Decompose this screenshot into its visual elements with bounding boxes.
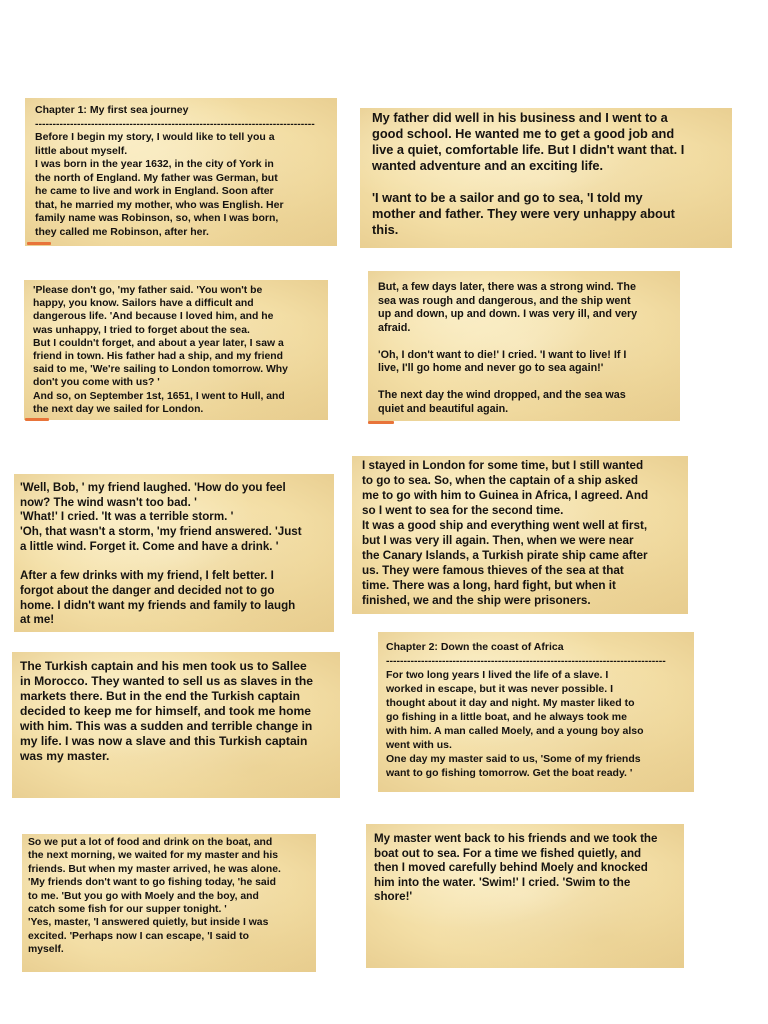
text-line: But, a few days later, there was a strong wind. The (378, 281, 636, 293)
text-line: mother and father. They were very unhappy about (372, 206, 675, 221)
text-line: the Canary Islands, a Turkish pirate ship came after (362, 549, 648, 562)
text-line: at me! (20, 613, 55, 627)
text-line: Before I begin my story, I would like to tell you a (35, 131, 275, 143)
text-line: But I couldn't forget, and about a year later, I saw a (33, 337, 284, 349)
text-line: 'I want to be a sailor and go to sea, 'I told my (372, 190, 643, 205)
text-line: I was born in the year 1632, in the city of York in (35, 158, 274, 170)
text-line: decided to keep me for himself, and took me home (20, 704, 311, 718)
chapter-heading: Chapter 2: Down the coast of Africa (386, 641, 564, 653)
divider-line: -------------------------------------------------------------------------------- (386, 655, 666, 667)
text-line: happy, you know. Sailors have a difficult and (33, 298, 254, 310)
text-line: myself. (28, 944, 64, 956)
text-line: up and down, up and down. I was very ill, and very (378, 308, 638, 320)
text-line: this. (372, 222, 399, 237)
text-line: boat out to sea. For a time we fished quietly, and (374, 846, 642, 860)
text-line: I stayed in London for some time, but I still wanted (362, 459, 644, 472)
text-line: catch some fish for our supper tonight. ' (28, 904, 227, 916)
text-line: My master went back to his friends and we took the (374, 832, 658, 845)
story-card-turkish-captain (12, 652, 340, 798)
text-line: friend in town. His father had a ship, and my friend (33, 351, 283, 363)
text-line: with him. A man called Moely, and a young boy also (386, 725, 644, 737)
text-line: went with us. (386, 739, 452, 751)
text-line: And so, on September 1st, 1651, I went to Hull, and (33, 390, 285, 402)
text-line: family name was Robinson, so, when I was born, (35, 212, 279, 224)
text-line: in Morocco. They wanted to sell us as slaves in the (20, 674, 314, 688)
text-line: time. There was a long, hard fight, but when it (362, 579, 616, 592)
text-line: 'Oh, that wasn't a storm, 'my friend answered. 'Just (20, 525, 302, 539)
text-line: the next morning, we waited for my master and his (28, 850, 279, 862)
text-line: a little wind. Forget it. Come and have a drink. ' (20, 539, 279, 553)
text-line: forgot about the danger and decided not to go (20, 583, 275, 597)
text-line: quiet and beautiful again. (378, 402, 509, 415)
text-line: then I moved carefully behind Moely and knocked (374, 861, 648, 874)
blank-line (372, 174, 724, 190)
text-line: go fishing in a little boat, and he always took me (386, 711, 627, 723)
blank-line (378, 376, 674, 390)
text-line: with him. This was a sudden and terrible change in (20, 719, 313, 733)
text-line: wanted adventure and an exciting life. (372, 158, 604, 173)
text-line: now? The wind wasn't too bad. ' (20, 495, 197, 509)
text-line: little about myself. (35, 144, 128, 157)
text-line: thought about it day and night. My master liked to (386, 697, 635, 709)
blank-line (20, 555, 328, 570)
text-line: shore!' (374, 890, 413, 903)
text-line: 'My friends don't want to go fishing today, 'he said (28, 877, 276, 889)
text-line: sea was rough and dangerous, and the ship went (378, 294, 631, 307)
text-line: but I was very ill again. Then, when we were near (362, 534, 634, 547)
text-line: home. I didn't want my friends and family to laugh (20, 598, 296, 612)
text-line: So we put a lot of food and drink on the boat, and (28, 837, 273, 848)
text-line: us. They were famous thieves of the sea at that (362, 564, 624, 577)
text-line: said to me, 'We're sailing to London tomorrow. Why (33, 364, 288, 376)
text-line: afraid. (378, 321, 411, 334)
text-line: It was a good ship and everything went well at first, (362, 519, 648, 532)
decorative-mark (368, 421, 394, 424)
story-card-strong-wind (368, 271, 680, 421)
text-line: him into the water. 'Swim!' I cried. 'Swim to the (374, 875, 631, 889)
text-line: finished, we and the ship were prisoners. (362, 594, 591, 607)
text-line: live a quiet, comfortable life. But I didn't want that. I (372, 142, 685, 157)
text-line: the next day we sailed for London. (33, 403, 204, 415)
story-card-sailing-to-london (24, 280, 328, 420)
text-line: markets there. But in the end the Turkish captain (20, 689, 301, 703)
text-line: that, he married my mother, who was English. Her (35, 198, 284, 211)
text-line: dangerous life. 'And because I loved him, and he (33, 311, 274, 323)
text-line: The Turkish captain and his men took us to Sallee (20, 659, 307, 673)
text-line: One day my master said to us, 'Some of my friends (386, 753, 641, 765)
text-line: don't you come with us? ' (33, 377, 160, 389)
text-line: worked in escape, but it was never possible. I (386, 683, 613, 695)
story-card-pirates (352, 456, 688, 614)
story-card-chapter-1-intro (25, 98, 337, 246)
text-line: 'What!' I cried. 'It was a terrible storm. ' (20, 510, 234, 524)
text-line: good school. He wanted me to get a good job and (372, 126, 675, 141)
text-line: 'Oh, I don't want to die!' I cried. 'I want to live! If I (378, 348, 627, 361)
text-line: want to go fishing tomorrow. Get the boat ready. ' (386, 767, 633, 779)
story-card-escape (366, 824, 684, 968)
text-line: they called me Robinson, after her. (35, 225, 209, 238)
chapter-heading: Chapter 1: My first sea journey (35, 104, 189, 116)
text-line: he came to live and work in England. Soon after (35, 185, 274, 197)
divider-line: -------------------------------------------------------------------------------- (35, 117, 315, 130)
text-line: 'Yes, master, 'I answered quietly, but inside I was (28, 917, 269, 929)
text-line: After a few drinks with my friend, I felt better. I (20, 569, 274, 583)
story-card-friend-laughed (14, 474, 334, 632)
blank-line (378, 335, 674, 349)
decorative-mark (25, 418, 49, 421)
text-line: My father did well in his business and I went to a (372, 110, 668, 125)
story-card-adventure (360, 108, 732, 248)
text-line: live, I'll go home and never go to sea again!' (378, 362, 604, 374)
decorative-mark (27, 242, 51, 245)
text-line: my life. I was now a slave and this Turkish captain (20, 734, 308, 748)
text-line: The next day the wind dropped, and the sea was (378, 389, 626, 401)
text-line: to go to sea. So, when the captain of a ship asked (362, 474, 639, 487)
text-line: For two long years I lived the life of a slave. I (386, 669, 609, 681)
text-line: was my master. (20, 749, 110, 763)
text-line: 'Please don't go, 'my father said. 'You won't be (33, 285, 263, 296)
story-card-chapter-2-intro (378, 632, 694, 792)
text-line: so I went to sea for the second time. (362, 504, 564, 517)
text-line: friends. But when my master arrived, he was alone. (28, 863, 281, 875)
text-line: was unhappy, I tried to forget about the sea. (33, 324, 250, 336)
text-line: the north of England. My father was German, but (35, 171, 278, 184)
text-line: excited. 'Perhaps now I can escape, 'I said to (28, 930, 249, 942)
story-card-boat-preparation (22, 834, 316, 972)
text-line: to me. 'But you go with Moely and the boy, and (28, 890, 259, 902)
text-line: me to go with him to Guinea in Africa, I agreed. And (362, 489, 649, 502)
text-line: 'Well, Bob, ' my friend laughed. 'How do you feel (20, 481, 286, 494)
